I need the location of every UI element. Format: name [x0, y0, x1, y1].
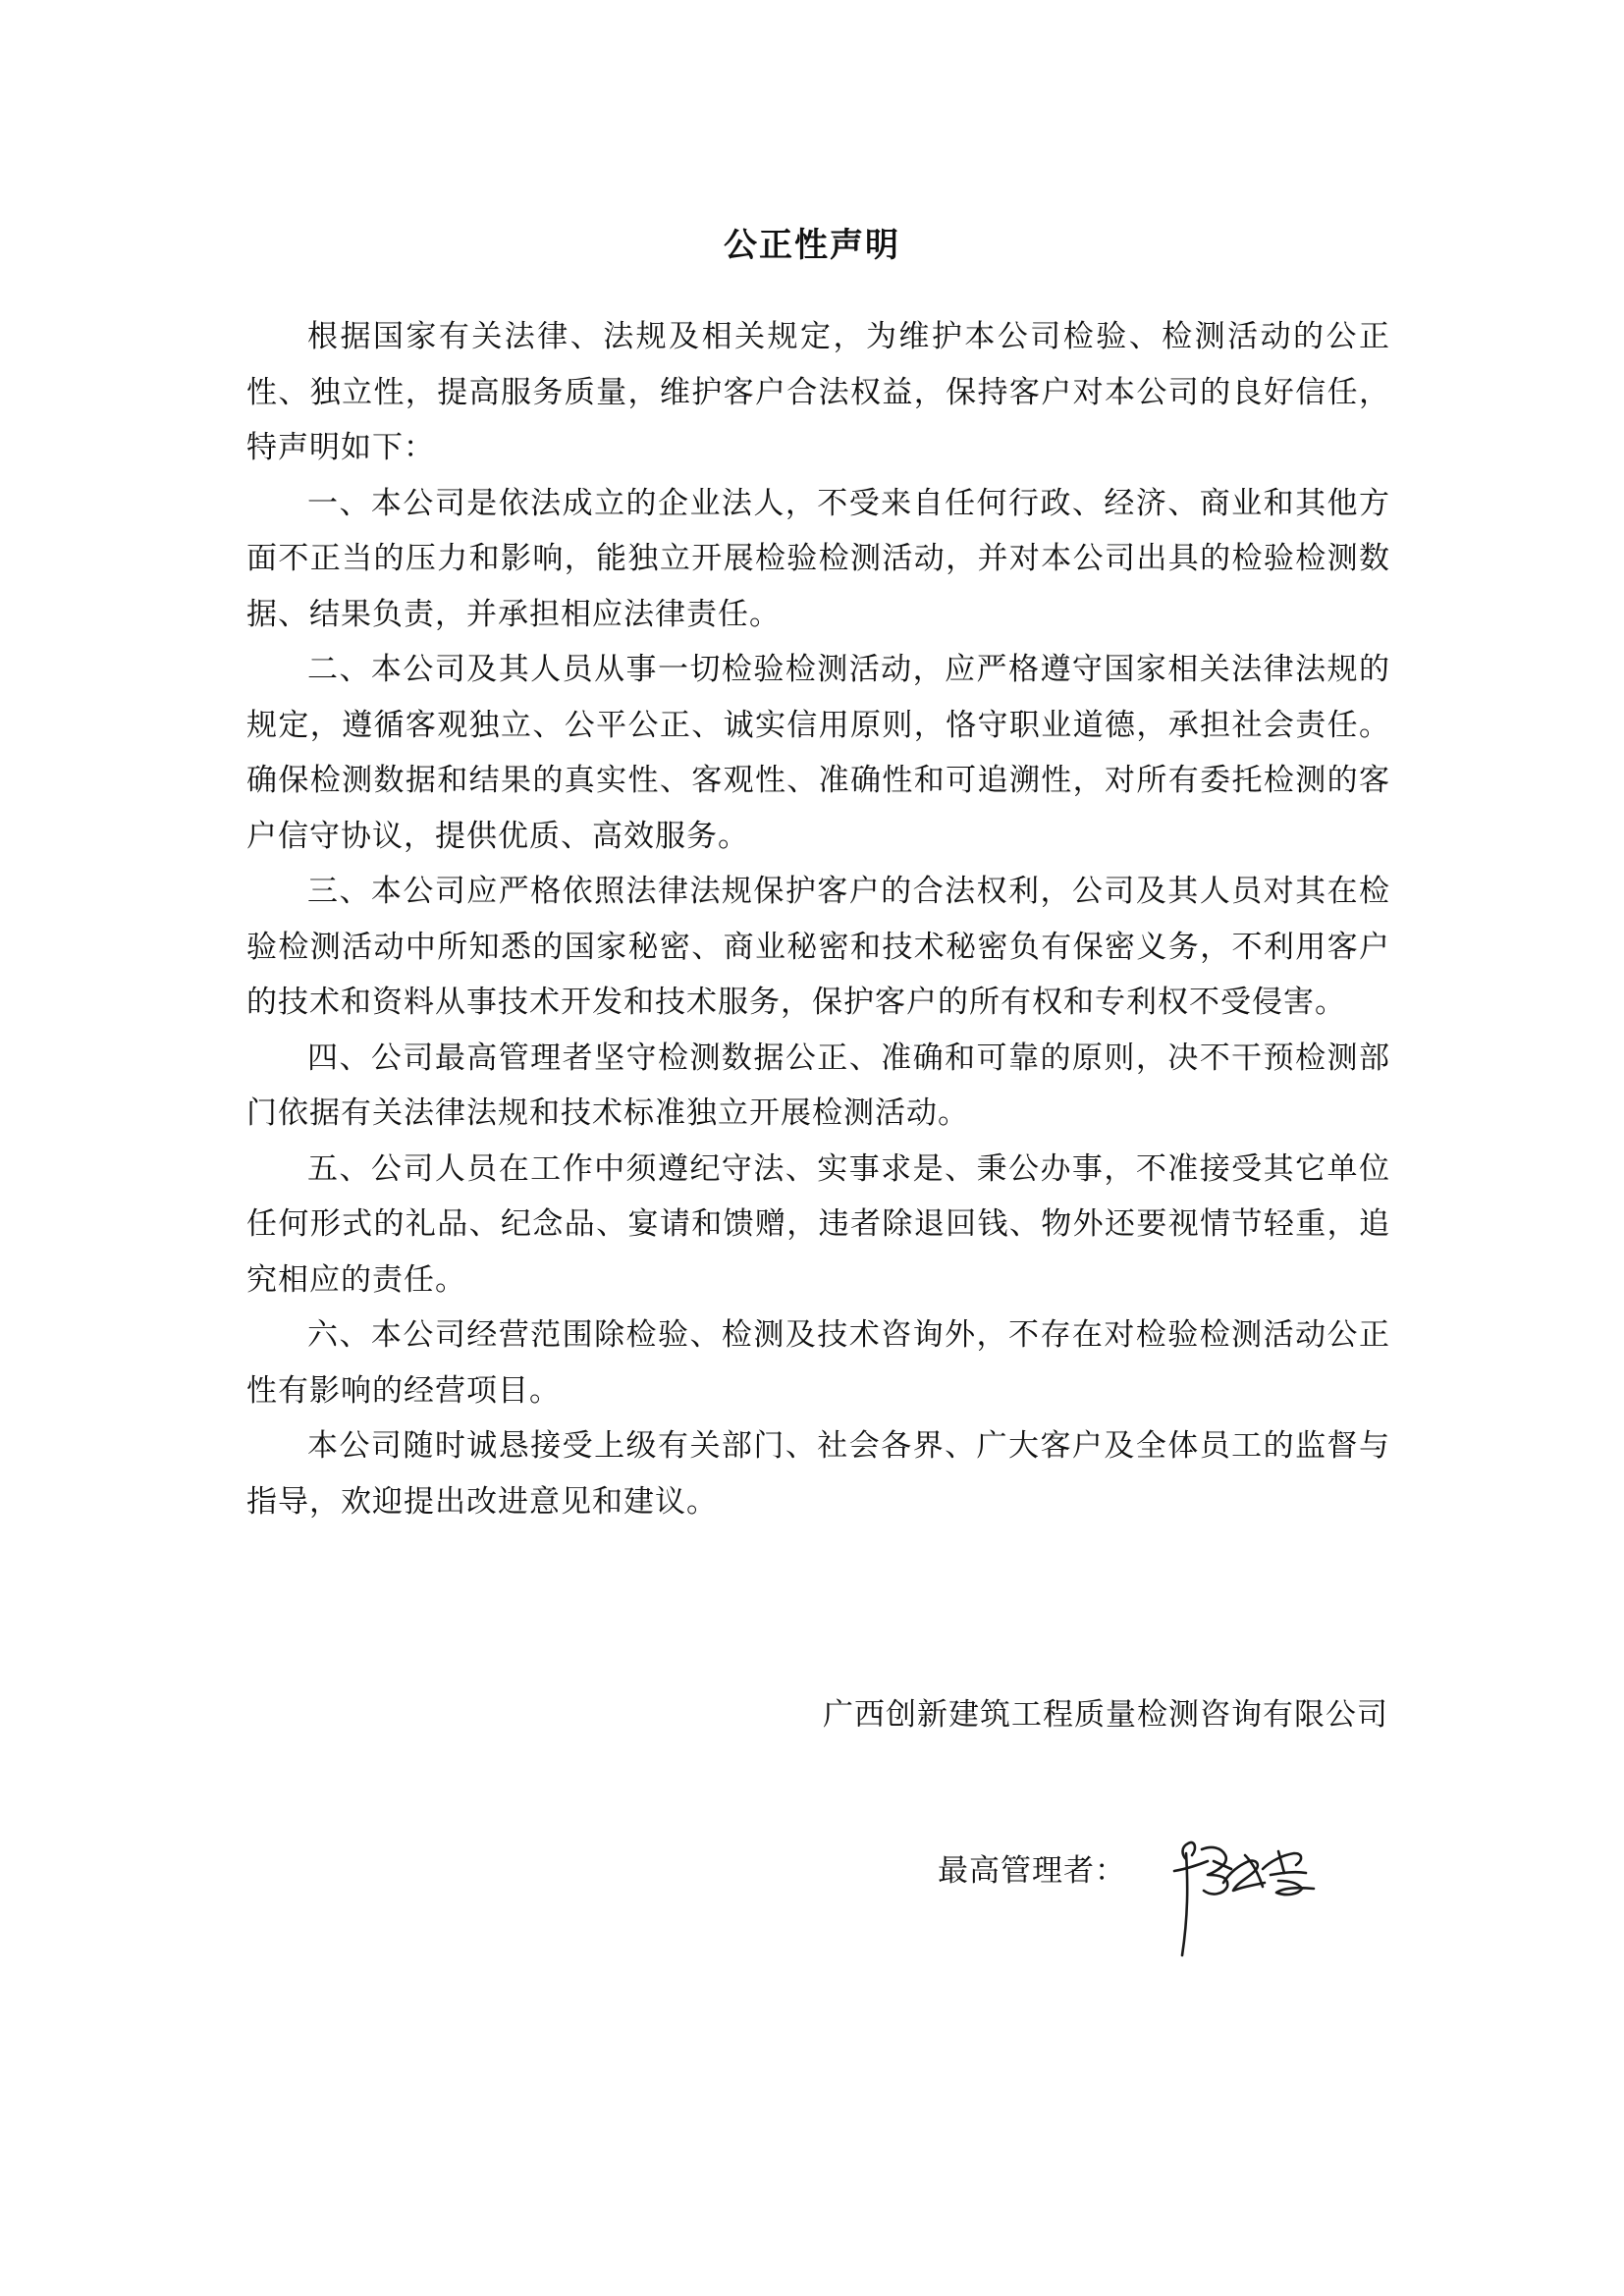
document-title: 公正性声明	[724, 226, 900, 265]
document-body	[246, 309, 1390, 1529]
paragraph-clause-1: 一、本公司是依法成立的企业法人，不受来自任何行政、经济、商业和其他方面不正当的压力和影响，能独立开展检验检测活动，并对本公司出具的检验检测数据、结果负责，并承担相应法律责任。	[246, 485, 1390, 632]
paragraph-intro: 根据国家有关法律、法规及相关规定，为维护本公司检验、检测活动的公正性、独立性，提高服务质量，维护客户合法权益，保持客户对本公司的良好信任，特声明如下：	[246, 319, 1390, 465]
paragraph-clause-4: 四、公司最高管理者坚守检测数据公正、准确和可靠的原则，决不干预检测部门依据有关法律法规和技术标准独立开展检测活动。	[246, 1040, 1390, 1131]
handwritten-signature	[1168, 1826, 1335, 1963]
signer-label: 最高管理者：	[938, 1853, 1126, 1889]
signer-block	[938, 1826, 1389, 1963]
paragraph-clause-3: 三、本公司应严格依照法律法规保护客户的合法权利，公司及其人员对其在检验检测活动中所知悉的国家秘密、商业秘密和技术秘密负有保密义务，不利用客户的技术和资料从事技术开发和技术服务，保护客户的所有权和专利权不受侵害。	[246, 874, 1390, 1020]
paragraph-clause-6: 六、本公司经营范围除检验、检测及技术咨询外，不存在对检验检测活动公正性有影响的经营项目。	[246, 1317, 1390, 1409]
paragraph-closing: 本公司随时诚恳接受上级有关部门、社会各界、广大客户及全体员工的监督与指导，欢迎提出改进意见和建议。	[246, 1428, 1390, 1520]
paragraph-clause-5: 五、公司人员在工作中须遵纪守法、实事求是、秉公办事，不准接受其它单位任何形式的礼品、纪念品、宴请和馈赠，违者除退回钱、物外还要视情节轻重，追究相应的责任。	[246, 1150, 1390, 1298]
paragraph-clause-2: 二、本公司及其人员从事一切检验检测活动，应严格遵守国家相关法律法规的规定，遵循客观独立、公平公正、诚实信用原则，恪守职业道德，承担社会责任。确保检测数据和结果的真实性、客观性、准确性和可追溯性，对所有委托检测的客户信守协议，提供优质、高效服务。	[246, 652, 1390, 854]
company-name: 广西创新建筑工程质量检测咨询有限公司	[823, 1697, 1388, 1733]
